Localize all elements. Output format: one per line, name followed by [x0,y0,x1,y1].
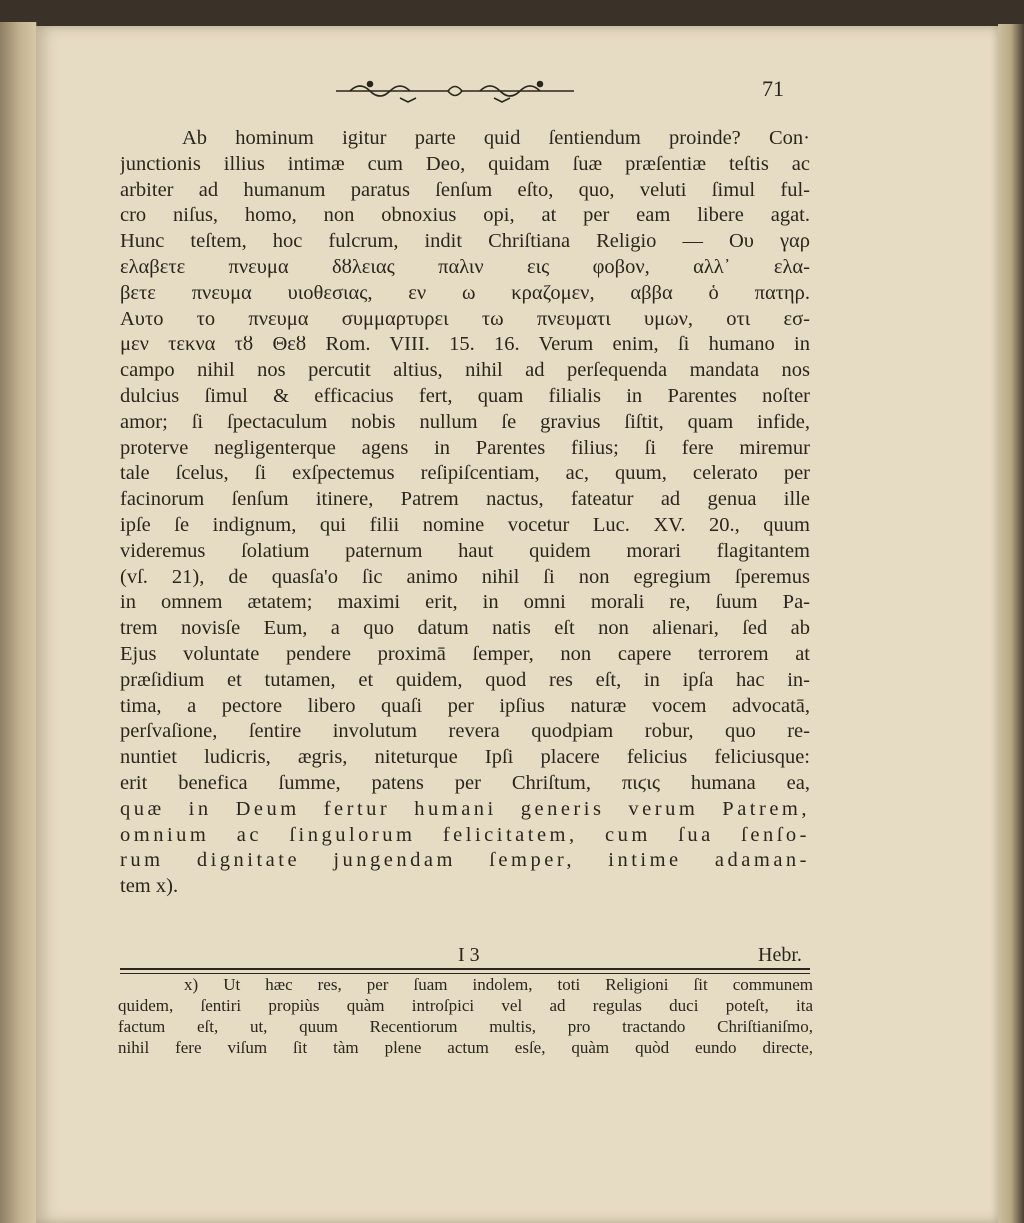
text-line: junctionis illius intimæ cum Deo, quidam ſuæ præſentiæ teſtis ac [120,152,810,175]
text-line: Hunc teſtem, hoc fulcrum, indit Chriſtiana Religio — Ου γαρ [120,230,810,253]
text-line: amor; ſi ſpectaculum nobis nullum ſe gravius ſiſtit, quam infide, [120,410,810,433]
text-line: tima, a pectore libero quaſi per ipſius naturæ vocem advocatā, [120,694,810,717]
text-line: tem x). [120,875,179,898]
text-line: præſidium et tutamen, et quidem, quod res eſt, in ipſa hac in- [120,668,810,691]
text-line: quæ in Deum fertur humani generis verum Patrem, [120,797,810,820]
text-line: perſvaſione, ſentire involutum revera quodpiam robur, quo re- [120,720,810,743]
footnote-line: x) Ut hæc res, per ſuam indolem, toti Religioni ſit communem [184,975,813,994]
text-line: ipſe ſe indignum, qui filii nomine vocetur Luc. XV. 20., quum [120,513,810,536]
text-line: cro niſus, homo, non obnoxius opi, at per eam libere agat. [120,204,810,227]
text-line: trem novisſe Eum, a quo datum natis eſt non alienari, ſed ab [120,617,810,640]
text-line: nuntiet ludicris, ægris, niteturque Ipſi placere felicius feliciusque: [120,746,810,769]
headpiece-ornament-icon [330,78,580,104]
catchword: Hebr. [758,944,802,966]
footnote-line: factum eſt, ut, quum Recentiorum multis, pro tractando Chriſtianiſmo, [118,1017,813,1036]
text-line: ελαβετε πνευμα δȣλειας παλιν εις φοβον, αλλ᾽ ελα- [120,255,810,278]
text-line: erit benefica ſumme, patens per Chriſtum, πιϛις humana ea, [120,771,810,794]
page-number: 71 [762,76,784,101]
text-line: videremus ſolatium paternum haut quidem morari flagitantem [120,539,810,562]
footnote-line: nihil fere viſum ſit tàm plene actum esſe, quàm quòd eundo directe, [118,1038,813,1057]
text-line: omnium ac ſingulorum felicitatem, cum ſua ſenſo- [120,823,810,846]
footnote [118,974,813,1058]
text-line: proterve negligenterque agens in Parentes filius; ſi fere miremur [120,436,810,459]
text-line: βετε πνευμα υιοθεσιας, εν ω κραζομεν, αββα ὁ πατηρ. [120,281,810,304]
text-line: in omnem ætatem; maximi erit, in omni morali re, ſuum Pa- [120,591,810,614]
text-line: tale ſcelus, ſi exſpectemus reſipiſcentiam, ac, quum, celerato per [120,462,810,485]
text-line: facinorum ſenſum itinere, Patrem nactus, fateatur ad genua ille [120,488,810,511]
previous-page-edge [0,22,37,1223]
text-line: Ab hominum igitur parte quid ſentiendum proinde? Con· [182,127,810,149]
text-line: arbiter ad humanum paratus ſenſum eſto, quo, veluti ſimul ful- [120,178,810,201]
text-line: rum dignitate jungendam ſemper, intime adaman- [120,849,810,872]
text-line: (vſ. 21), de quasſa'o ſic animo nihil ſi non egregium ſperemus [120,565,810,588]
text-line: Ejus voluntate pendere proximā ſemper, non capere terrorem at [120,642,810,665]
page-fore-edge [998,24,1024,1223]
text-line: Αυτο το πνευμα συμμαρτυρει τω πνευματι υμων, οτι εσ- [120,307,810,330]
text-line: campo nihil nos percutit altius, nihil ad perſequenda mandata nos [120,359,810,382]
main-text [120,126,810,900]
text-line: μεν τεκνα τȣ Θεȣ Rom. VIII. 15. 16. Verum enim, ſi humano in [120,333,810,356]
text-line: dulcius ſimul & efficacius fert, quam filialis in Parentes noſter [120,384,810,407]
footnote-line: quidem, ſentiri propiùs quàm introſpici vel ad regulas duci poteſt, ita [118,996,813,1015]
signature-mark: I 3 [458,944,480,966]
